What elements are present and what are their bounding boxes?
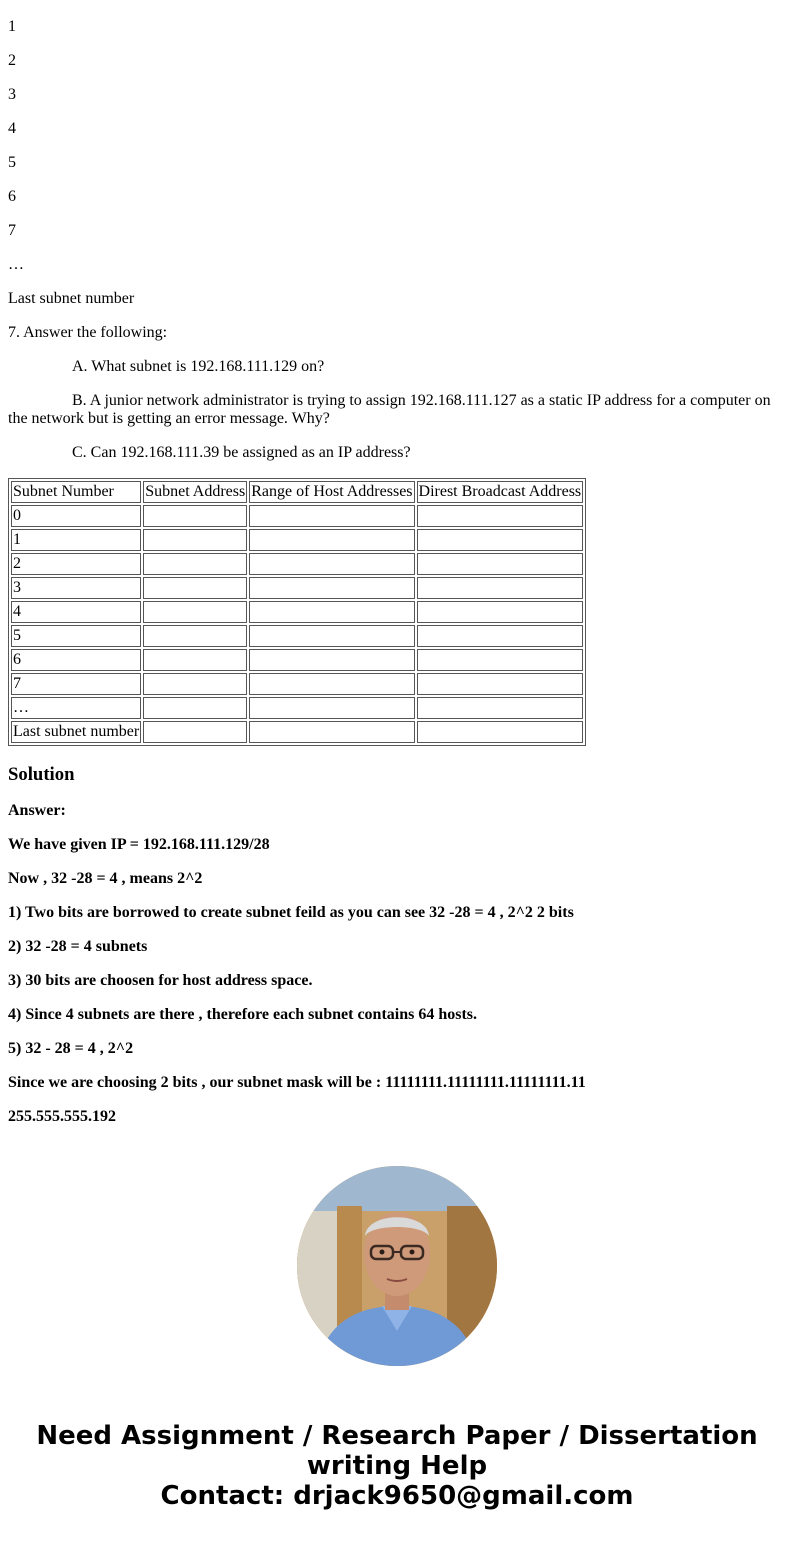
contact-email: Contact: drjack9650@gmail.com <box>160 1481 634 1511</box>
list-item: 3 <box>8 86 16 103</box>
subnet-address-cell <box>143 505 247 527</box>
solution-line: We have given IP = 192.168.111.129/28 <box>8 836 270 853</box>
solution-line: 5) 32 - 28 = 4 , 2^2 <box>8 1040 134 1057</box>
host-range-cell <box>249 577 414 599</box>
solution-line: 255.555.555.192 <box>8 1108 116 1125</box>
subnet-number-cell: 1 <box>11 529 141 551</box>
broadcast-address-cell <box>417 649 584 671</box>
table-row <box>11 553 583 575</box>
portrait-image <box>297 1166 497 1366</box>
header-subnet-number: Subnet Number <box>11 481 141 503</box>
solution-line: 1) Two bits are borrowed to create subnet feild as you can see 32 -28 = 4 , 2^2 2 bits <box>8 904 574 921</box>
solution-line: Since we are choosing 2 bits , our subnet mask will be : 11111111.11111111.11111111.11 <box>8 1074 586 1091</box>
broadcast-address-cell <box>417 505 584 527</box>
broadcast-address-cell <box>417 529 584 551</box>
table-row <box>11 505 583 527</box>
author-photo-container <box>8 1166 786 1366</box>
solution-body <box>8 802 786 1126</box>
broadcast-address-cell <box>417 625 584 647</box>
host-range-cell <box>249 625 414 647</box>
subnet-address-cell <box>143 673 247 695</box>
subnet-address-cell <box>143 649 247 671</box>
table-row <box>11 625 583 647</box>
list-item: 6 <box>8 188 16 205</box>
host-range-cell <box>249 721 414 743</box>
question-c: C. Can 192.168.111.39 be assigned as an IP address? <box>72 444 411 461</box>
table-row <box>11 673 583 695</box>
subnet-number-list <box>8 18 786 308</box>
subnet-number-cell: 7 <box>11 673 141 695</box>
solution-line: 4) Since 4 subnets are there , therefore each subnet contains 64 hosts. <box>8 1006 478 1023</box>
subnet-number-cell: 3 <box>11 577 141 599</box>
question-b: B. A junior network administrator is trying to assign 192.168.111.127 as a static IP address for a computer on the network but is getting an error message. Why? <box>8 392 771 427</box>
subnet-address-cell <box>143 721 247 743</box>
author-avatar <box>297 1166 497 1366</box>
solution-line: Answer: <box>8 802 66 819</box>
table-header-row <box>11 481 583 503</box>
solution-line: Now , 32 -28 = 4 , means 2^2 <box>8 870 203 887</box>
subnet-number-cell: Last subnet number <box>11 721 141 743</box>
broadcast-address-cell <box>417 673 584 695</box>
header-host-range: Range of Host Addresses <box>249 481 414 503</box>
subnet-number-cell: 4 <box>11 601 141 623</box>
header-subnet-address: Subnet Address <box>143 481 247 503</box>
broadcast-address-cell <box>417 721 584 743</box>
list-item: 1 <box>8 18 16 35</box>
host-range-cell <box>249 601 414 623</box>
subnet-address-cell <box>143 697 247 719</box>
subnet-address-cell <box>143 625 247 647</box>
subnet-number-cell: 6 <box>11 649 141 671</box>
subnet-number-cell: 0 <box>11 505 141 527</box>
table-row <box>11 649 583 671</box>
list-item: 2 <box>8 52 16 69</box>
subnet-address-cell <box>143 577 247 599</box>
list-item: 4 <box>8 120 16 137</box>
list-item: 5 <box>8 154 16 171</box>
question-a: A. What subnet is 192.168.111.129 on? <box>72 358 325 375</box>
host-range-cell <box>249 673 414 695</box>
table-row <box>11 601 583 623</box>
subnet-number-cell: 5 <box>11 625 141 647</box>
host-range-cell <box>249 553 414 575</box>
host-range-cell <box>249 505 414 527</box>
question-heading: 7. Answer the following: <box>8 324 168 341</box>
solution-heading: Solution <box>8 764 75 785</box>
list-item: … <box>8 256 24 273</box>
subnet-table <box>8 478 586 746</box>
host-range-cell <box>249 529 414 551</box>
host-range-cell <box>249 649 414 671</box>
solution-line: 2) 32 -28 = 4 subnets <box>8 938 148 955</box>
list-item: 7 <box>8 222 16 239</box>
promo-line-1: Need Assignment / Research Paper / Dissertation <box>36 1421 758 1451</box>
list-item: Last subnet number <box>8 290 135 307</box>
promo-line-2: writing Help <box>306 1451 488 1481</box>
table-row <box>11 721 583 743</box>
subnet-number-cell: 2 <box>11 553 141 575</box>
table-row <box>11 577 583 599</box>
broadcast-address-cell <box>417 697 584 719</box>
header-broadcast-address: Direst Broadcast Address <box>417 481 584 503</box>
document <box>0 18 794 1366</box>
promo-footer <box>0 1421 794 1511</box>
broadcast-address-cell <box>417 601 584 623</box>
subnet-number-cell: … <box>11 697 141 719</box>
subnet-address-cell <box>143 529 247 551</box>
host-range-cell <box>249 697 414 719</box>
subnet-address-cell <box>143 553 247 575</box>
table-row <box>11 529 583 551</box>
broadcast-address-cell <box>417 577 584 599</box>
broadcast-address-cell <box>417 553 584 575</box>
subnet-address-cell <box>143 601 247 623</box>
solution-line: 3) 30 bits are choosen for host address space. <box>8 972 313 989</box>
table-row <box>11 697 583 719</box>
